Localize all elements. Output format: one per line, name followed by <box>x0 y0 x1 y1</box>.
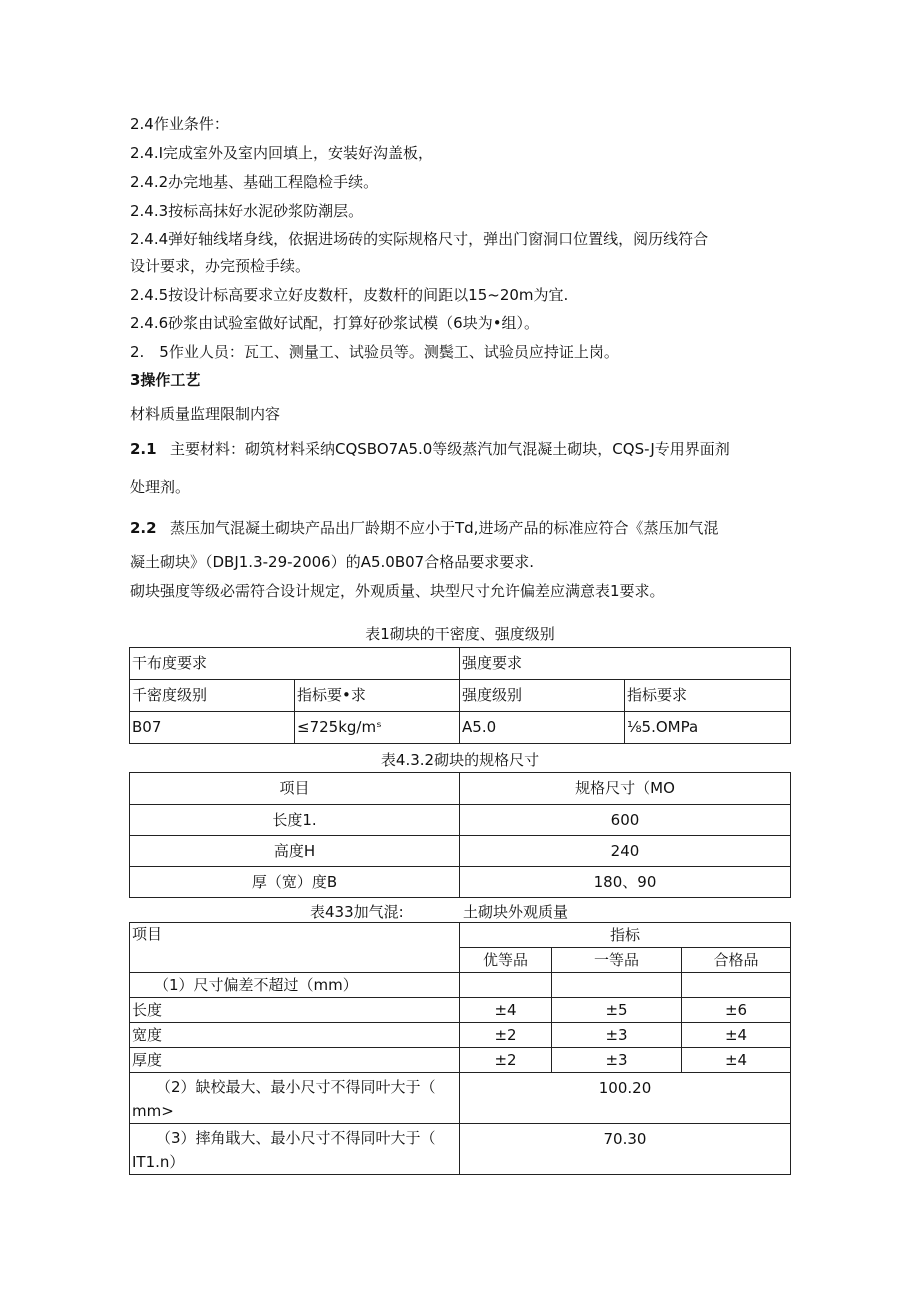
paragraph-2-2 <box>130 518 718 538</box>
table-cell <box>130 1124 460 1175</box>
table-cell: 70.30 <box>460 1124 791 1175</box>
table-cell: B07 <box>130 712 295 744</box>
table-cell: 合格品 <box>682 948 791 973</box>
list-item: 2.4.6砂浆由试验室做好试配，打算好砂浆试模（6块为•组）。 <box>130 314 540 332</box>
paragraph-text: 蒸压加气混凝土砌块产品出厂龄期不应小于Td,进场产品的标准应符合《蒸压加气混 <box>170 519 719 537</box>
table-cell: ±2 <box>460 1023 552 1048</box>
paragraph-2-1-cont: 处理剂。 <box>130 478 191 496</box>
table-row <box>130 680 791 712</box>
defect-label-line1: （2）缺校最大、最小尺寸不得同叶大于（ <box>156 1078 436 1096</box>
table-cell <box>552 973 682 998</box>
table-row <box>130 867 791 898</box>
table-cell: 干布度要求 <box>130 648 460 680</box>
table-cell: 长度1. <box>130 805 460 836</box>
quality-heading: 材料质量监理限制内容 <box>130 405 281 423</box>
table-cell: ±4 <box>682 1023 791 1048</box>
table3-caption-left: 表433加气混: <box>310 903 404 921</box>
defect-label-line2: mm> <box>132 1102 174 1120</box>
table-row <box>130 712 791 744</box>
table-cell: 240 <box>460 836 791 867</box>
table-cell: ≤725kg∕mˢ <box>295 712 460 744</box>
table-row <box>130 648 791 680</box>
table-cell: 长度 <box>130 998 460 1023</box>
table-cell: ±4 <box>682 1048 791 1073</box>
table-cell <box>460 973 552 998</box>
table-cell: ±2 <box>460 1048 552 1073</box>
table-cell: 指标要求 <box>625 680 791 712</box>
paragraph-number: 2.1 <box>130 440 157 458</box>
table-cell: ±5 <box>552 998 682 1023</box>
paragraph-2-1 <box>130 439 730 459</box>
table-cell: 一等品 <box>552 948 682 973</box>
table-row <box>130 1124 791 1175</box>
table-cell: 180、90 <box>460 867 791 898</box>
defect-label-line2: IT1.n） <box>132 1153 185 1171</box>
table-row <box>130 805 791 836</box>
list-item: 2.4.2办完地基、基础工程隐检手续。 <box>130 173 379 191</box>
section-heading-2-4: 2.4作业条件： <box>130 115 229 133</box>
table2-caption: 表4.3.2砌块的规格尺寸 <box>380 751 540 769</box>
list-item: 2.4.4弹好轴线堵身线，依据进场砖的实际规格尺寸，弹出门窗洞口位置线，阅历线符合 <box>130 230 709 248</box>
table-row <box>130 1073 791 1124</box>
table-cell: 千密度级别 <box>130 680 295 712</box>
section-heading-3: 3操作工艺 <box>130 371 201 389</box>
table3 <box>129 922 791 1175</box>
table-row <box>130 923 791 948</box>
section-2-5: 2. 5作业人员：瓦工、测量工、试验员等。测鬓工、试验员应持证上岗。 <box>130 343 619 361</box>
table-cell: 强度级别 <box>460 680 625 712</box>
table-row <box>130 998 791 1023</box>
table-cell: 优等品 <box>460 948 552 973</box>
table-cell: ±3 <box>552 1048 682 1073</box>
table-cell: ±3 <box>552 1023 682 1048</box>
table-row <box>130 836 791 867</box>
table-cell: 厚（宽）度B <box>130 867 460 898</box>
table-cell: A5.0 <box>460 712 625 744</box>
paragraph-2-2-cont: 凝土砌块》（DBJ1.3-29-2006）的A5.0B07合格品要求要求. <box>130 553 534 571</box>
list-item: 2.4.5按设计标高要求立好皮数杆，皮数杆的间距以15~20m为宜. <box>130 286 569 304</box>
table-cell: ±6 <box>682 998 791 1023</box>
paragraph-text: 主要材料：砌筑材料采纳CQSBO7A5.0等级蒸汽加气混凝土砌块，CQS-J专用界面剂 <box>170 440 730 458</box>
table-row <box>130 1023 791 1048</box>
table-row <box>130 973 791 998</box>
table-cell: 600 <box>460 805 791 836</box>
table-cell: 指标要•求 <box>295 680 460 712</box>
defect-label-line1: （3）摔角戢大、最小尺寸不得同叶大于（ <box>156 1129 436 1147</box>
table1-caption: 表1砌块的干密度、强度级别 <box>365 625 555 643</box>
table-cell: ±4 <box>460 998 552 1023</box>
table-cell: 规格尺寸（MO <box>460 773 791 805</box>
table2 <box>129 772 791 898</box>
table-cell <box>682 973 791 998</box>
list-item: 2.4.3按标高抹好水泥砂浆防潮层。 <box>130 202 364 220</box>
table-cell: 强度要求 <box>460 648 791 680</box>
table-cell: ⅛5.OMPa <box>625 712 791 744</box>
table-row <box>130 1048 791 1073</box>
list-item: 设计要求，办完预检手续。 <box>130 257 311 275</box>
table1 <box>129 647 791 744</box>
table-cell: 宽度 <box>130 1023 460 1048</box>
paragraph-2-2-cont: 砌块强度等级必需符合设计规定，外观质量、块型尺寸允许偏差应满意表1要求。 <box>130 582 665 600</box>
list-item: 2.4.I完成室外及室内回填上，安装好沟盖板， <box>130 144 434 162</box>
table3-caption-right: 土砌块外观质量 <box>463 903 569 921</box>
table-cell <box>130 1073 460 1124</box>
table-cell: 100.20 <box>460 1073 791 1124</box>
table-cell: 项目 <box>130 773 460 805</box>
table-cell: 指标 <box>460 923 791 948</box>
table-row <box>130 773 791 805</box>
table-cell: 项目 <box>130 923 460 973</box>
table-cell: 厚度 <box>130 1048 460 1073</box>
table-cell: （1）尺寸偏差不超过（mm） <box>130 973 460 998</box>
table-cell: 高度H <box>130 836 460 867</box>
paragraph-number: 2.2 <box>130 519 157 537</box>
